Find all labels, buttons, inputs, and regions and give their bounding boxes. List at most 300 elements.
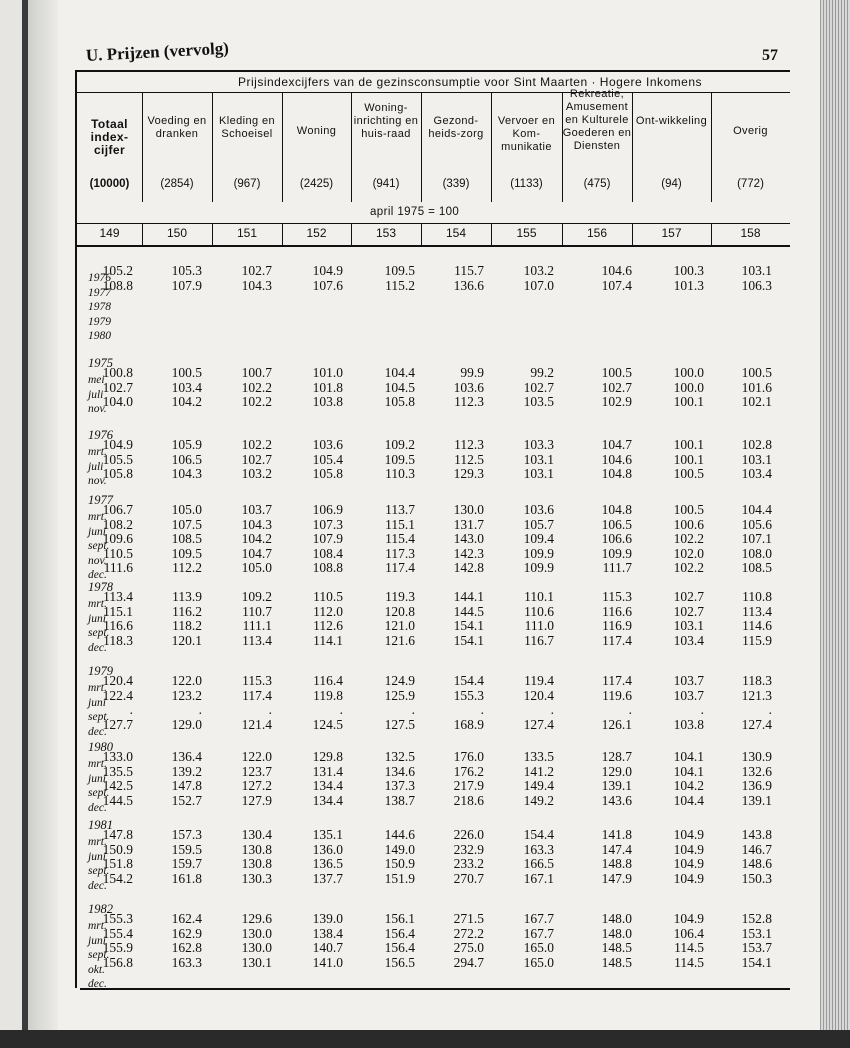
period-group	[80, 902, 790, 989]
index-value: 105.9	[171, 437, 202, 452]
index-value: 117.4	[385, 560, 415, 575]
index-value: 115.1	[385, 516, 415, 532]
index-value: 130.4	[241, 827, 272, 842]
index-value: 112.3	[454, 437, 484, 452]
index-value: 115.7	[454, 263, 484, 278]
index-value: 149.0	[384, 841, 415, 857]
index-value: 294.7	[453, 954, 484, 970]
row-label: mrt.	[88, 836, 107, 848]
index-value: 102.7	[601, 379, 632, 395]
index-value: 113.9	[172, 589, 202, 604]
index-value: 104.1	[673, 749, 704, 764]
index-value: 108.8	[102, 277, 133, 293]
index-value: 135.5	[102, 763, 133, 779]
index-value: 104.2	[241, 531, 272, 546]
index-value: 147.8	[171, 778, 202, 793]
index-value: 115.1	[103, 603, 133, 619]
index-value: 113.7	[385, 502, 415, 517]
index-value: 176.2	[453, 763, 484, 779]
index-value: 272.2	[453, 925, 484, 941]
index-value: 127.4	[741, 716, 772, 732]
index-value: .	[480, 702, 484, 717]
index-value: 130.0	[241, 940, 272, 955]
index-value: 152.7	[171, 792, 202, 808]
row-label: juni	[88, 696, 106, 709]
index-value: 100.5	[741, 365, 772, 380]
index-value: 148.0	[601, 925, 632, 941]
index-value: 104.8	[601, 502, 632, 517]
index-value: 112.2	[172, 560, 202, 575]
index-value: 104.6	[601, 263, 632, 278]
index-value: 103.1	[523, 451, 554, 467]
index-value: 142.5	[102, 778, 133, 793]
index-value: .	[628, 702, 632, 717]
index-value: 104.2	[673, 778, 704, 793]
row-label: 1978	[88, 301, 111, 313]
index-value: 117.4	[242, 687, 272, 703]
index-value: 102.7	[673, 589, 704, 604]
index-value: 154.1	[741, 954, 772, 970]
scan-border	[0, 1030, 850, 1048]
row-label: okt.	[88, 963, 105, 976]
index-value: 122.0	[171, 673, 202, 688]
index-value: 150.9	[102, 841, 133, 857]
row-label: nov.	[88, 403, 107, 415]
index-value: 102.8	[741, 437, 772, 452]
index-value: 138.4	[312, 925, 343, 941]
table-row	[80, 326, 790, 341]
index-value: 176.0	[453, 749, 484, 764]
index-value: .	[411, 702, 415, 717]
index-value: 109.5	[384, 451, 415, 467]
index-value: 138.7	[384, 792, 415, 808]
row-label: juni	[88, 850, 106, 863]
index-value: 143.0	[453, 531, 484, 546]
index-value: 167.1	[523, 870, 554, 886]
index-value: 104.1	[673, 763, 704, 779]
table-title: Prijsindexcijfers van de gezinsconsumptie voor Sint Maarten · Hogere Inkomens	[237, 75, 703, 89]
index-value: 133.0	[102, 749, 133, 764]
page-number: 57	[762, 47, 778, 64]
index-value: 129.8	[312, 749, 343, 764]
index-value: 105.8	[384, 394, 415, 409]
index-value: 115.2	[385, 277, 415, 293]
index-value: 168.9	[453, 716, 484, 732]
index-value: 114.6	[742, 618, 772, 633]
row-label: juni	[88, 525, 106, 538]
index-value: 115.3	[602, 589, 632, 604]
index-value: 123.7	[241, 763, 272, 779]
row-label: 1979	[88, 315, 111, 328]
index-value: 116.6	[602, 603, 632, 619]
index-value: 217.9	[453, 778, 484, 793]
index-value: 155.3	[102, 911, 133, 926]
index-value: .	[129, 702, 133, 717]
index-value: 120.4	[102, 673, 133, 688]
index-value: 104.3	[241, 277, 272, 293]
column-weight: (967)	[233, 178, 261, 190]
section-title: U. Prijzen (vervolg)	[85, 38, 230, 65]
index-value: .	[198, 702, 202, 717]
column-header: Totaal index-cijfer	[90, 117, 129, 157]
index-value: 106.5	[171, 451, 202, 467]
index-value: 159.5	[171, 841, 202, 857]
index-value: 112.3	[454, 394, 484, 409]
index-value: 129.3	[453, 466, 484, 481]
index-value: 127.2	[241, 778, 272, 793]
index-value: 105.2	[102, 263, 133, 278]
index-value: 103.3	[523, 437, 554, 452]
index-value: 116.9	[602, 618, 632, 633]
column-weight: (2425)	[299, 178, 334, 190]
index-value: 121.4	[241, 716, 272, 732]
index-value: 101.0	[312, 365, 343, 380]
index-value: 100.5	[673, 502, 704, 517]
index-value: 102.7	[523, 379, 554, 395]
index-value: 104.4	[673, 792, 704, 808]
index-value: 104.3	[171, 466, 202, 481]
index-value: 139.0	[312, 911, 343, 926]
index-value: 100.5	[601, 365, 632, 380]
index-value: 124.5	[312, 716, 343, 732]
row-label: mrt.	[88, 446, 107, 458]
index-value: 105.8	[312, 466, 343, 481]
index-value: 103.7	[673, 687, 704, 703]
index-value: 111.1	[242, 618, 272, 633]
index-value: 108.8	[312, 560, 343, 575]
base-period-label: april 1975 = 100	[370, 206, 460, 218]
column-weight: (772)	[737, 178, 764, 190]
index-value: 147.4	[601, 841, 632, 857]
index-value: 114.5	[674, 940, 704, 955]
index-value: 130.0	[453, 502, 484, 517]
index-value: 136.9	[741, 778, 772, 793]
index-value: 146.7	[741, 841, 772, 857]
index-value: 127.7	[102, 716, 133, 732]
index-value: 126.1	[601, 716, 632, 732]
index-value: 167.7	[523, 925, 554, 941]
index-value: 102.2	[673, 560, 704, 575]
index-value: 105.8	[102, 466, 133, 481]
row-label: mrt.	[88, 682, 107, 694]
index-value: 104.4	[384, 365, 415, 380]
index-value: 232.9	[453, 841, 484, 857]
index-value: 130.8	[241, 856, 272, 871]
index-value: 109.2	[384, 437, 415, 452]
previous-page-edge	[0, 0, 28, 1048]
index-value: 144.5	[102, 792, 133, 808]
column-number: 157	[661, 226, 682, 240]
book-page-edges	[820, 0, 850, 1048]
index-value: 147.9	[601, 870, 632, 886]
year-label: 1979	[88, 664, 113, 678]
row-label: 1980	[88, 330, 111, 342]
index-value: 149.2	[523, 792, 554, 808]
index-value: 137.3	[384, 778, 415, 793]
period-group	[80, 580, 790, 652]
index-value: 218.6	[453, 792, 484, 808]
index-value: 113.4	[242, 632, 272, 648]
index-value: 102.7	[673, 603, 704, 619]
column-number: 155	[516, 226, 537, 240]
index-value: 109.5	[384, 263, 415, 278]
index-value: .	[550, 702, 554, 717]
column-number: 149	[99, 226, 120, 240]
index-value: 162.8	[171, 940, 202, 955]
index-value: 99.2	[530, 365, 554, 380]
column-number: 156	[586, 226, 608, 240]
index-value: 109.5	[171, 545, 202, 561]
index-value: 104.9	[102, 437, 133, 452]
row-label: sept.	[88, 711, 110, 723]
index-value: 112.6	[313, 618, 343, 633]
table-top-rule	[75, 70, 790, 72]
index-value: 118.3	[742, 673, 772, 688]
index-value: 129.0	[171, 716, 202, 732]
column-header: Woning-inrichting en huis-raad	[353, 102, 419, 140]
index-value: 121.3	[741, 687, 772, 703]
index-value: 165.0	[523, 940, 554, 955]
index-value: 123.2	[171, 687, 202, 703]
year-label: 1976	[88, 428, 113, 442]
index-value: 163.3	[171, 954, 202, 970]
column-number: 150	[166, 226, 188, 240]
index-value: 131.7	[453, 516, 484, 532]
index-value: 118.2	[172, 618, 202, 633]
index-value: 112.5	[454, 451, 484, 467]
row-label: mrt.	[88, 511, 107, 523]
index-value: 100.1	[673, 437, 704, 452]
index-value: 100.6	[673, 516, 704, 532]
index-value: 102.9	[601, 394, 632, 409]
row-label: dec.	[88, 978, 107, 990]
index-value: 107.9	[171, 277, 202, 293]
period-group	[80, 740, 790, 812]
index-value: 104.3	[241, 516, 272, 532]
table-row	[80, 312, 790, 327]
index-value: 136.5	[312, 856, 343, 871]
index-value: 157.3	[171, 827, 202, 842]
index-value: 104.2	[171, 394, 202, 409]
table-row	[80, 297, 790, 312]
index-value: 110.8	[742, 589, 772, 604]
column-header: Kleding en Schoeisel	[219, 115, 275, 140]
index-value: 107.5	[171, 516, 202, 532]
index-value: 103.6	[523, 502, 554, 517]
index-value: 100.3	[673, 263, 704, 278]
index-value: 147.8	[102, 827, 133, 842]
index-value: 114.5	[674, 954, 704, 970]
index-value: 101.8	[312, 379, 343, 395]
row-label: sept.	[88, 865, 110, 877]
index-value: 105.6	[741, 516, 772, 532]
index-value: 152.8	[741, 911, 772, 926]
row-label: dec.	[88, 569, 107, 581]
index-value: 116.2	[172, 603, 202, 619]
index-value: 104.5	[384, 379, 415, 395]
index-value: 132.6	[741, 763, 772, 779]
index-value: 159.7	[171, 856, 202, 871]
index-value: 130.9	[741, 749, 772, 764]
index-value: 100.0	[673, 379, 704, 395]
row-label: juni	[88, 934, 106, 947]
row-label: nov.	[88, 554, 107, 567]
index-value: 102.2	[241, 394, 272, 409]
index-value: 119.3	[385, 589, 415, 604]
index-value: 141.8	[601, 827, 632, 842]
index-value: 104.6	[601, 451, 632, 467]
index-value: 104.9	[673, 870, 704, 886]
index-value: 129.0	[601, 763, 632, 779]
index-value: 117.3	[385, 545, 415, 561]
base-rule	[75, 223, 790, 224]
index-value: 154.4	[453, 673, 484, 688]
index-value: 154.4	[523, 827, 554, 842]
period-group	[80, 263, 790, 342]
index-value: 166.5	[523, 856, 554, 871]
index-value: 119.4	[524, 673, 554, 688]
index-value: 110.3	[385, 466, 415, 481]
index-value: 129.6	[241, 911, 272, 926]
row-label: juni	[88, 772, 106, 785]
index-value: 110.6	[524, 603, 554, 619]
index-value: 101.6	[741, 379, 772, 395]
row-label: sept.	[88, 540, 110, 552]
index-value: 122.4	[102, 687, 133, 703]
index-value: 104.9	[673, 911, 704, 926]
index-value: 139.1	[601, 778, 632, 793]
index-value: 121.0	[384, 618, 415, 633]
index-value: 103.8	[312, 394, 343, 409]
index-value: 103.1	[523, 466, 554, 481]
index-value: 233.2	[453, 856, 484, 871]
index-value: 103.1	[673, 618, 704, 633]
index-value: 108.0	[741, 545, 772, 561]
index-value: 103.1	[741, 451, 772, 467]
index-value: 109.9	[523, 545, 554, 561]
column-header: Voeding en dranken	[147, 115, 207, 140]
index-value: 108.5	[171, 531, 202, 546]
index-value: 148.5	[601, 954, 632, 970]
row-label: nov.	[88, 475, 107, 487]
index-value: 103.7	[673, 673, 704, 688]
index-value: 121.6	[384, 632, 415, 648]
row-label: juli	[88, 460, 104, 473]
index-value: 131.4	[312, 763, 343, 779]
index-value: 128.7	[601, 749, 632, 764]
index-value: 103.2	[523, 263, 554, 278]
index-value: 100.1	[673, 394, 704, 409]
index-value: 106.9	[312, 502, 343, 517]
index-value: 155.4	[102, 925, 133, 941]
table-row	[80, 974, 790, 989]
row-label: mrt.	[88, 598, 107, 610]
index-value: 104.7	[241, 545, 272, 561]
index-value: 103.8	[673, 716, 704, 732]
index-value: 141.2	[523, 763, 554, 779]
book-binding-shadow	[28, 0, 58, 1048]
index-value: 127.9	[241, 792, 272, 808]
index-value: 156.4	[384, 925, 415, 941]
index-value: 107.6	[312, 277, 343, 293]
index-value: 110.5	[103, 545, 133, 561]
index-value: 102.1	[741, 394, 772, 409]
column-number: 158	[740, 226, 761, 240]
year-label: 1975	[88, 356, 113, 370]
index-value: 156.1	[384, 911, 415, 926]
index-value: 104.9	[673, 827, 704, 842]
index-value: 99.9	[460, 365, 484, 380]
index-value: 103.7	[241, 502, 272, 517]
index-value: .	[768, 702, 772, 717]
index-value: 118.3	[103, 632, 133, 648]
index-value: 107.3	[312, 516, 343, 532]
column-weight: (10000)	[89, 178, 130, 190]
year-label: 1980	[88, 740, 113, 754]
index-value: 156.5	[384, 954, 415, 970]
column-header: Ont-wikkeling	[635, 115, 708, 127]
index-value: 115.3	[242, 673, 272, 688]
row-label: mrt.	[88, 758, 107, 770]
index-value: 144.1	[453, 589, 484, 604]
index-value: 130.0	[241, 925, 272, 941]
index-value: 107.0	[523, 277, 554, 293]
row-label: dec.	[88, 641, 107, 654]
index-value: 102.7	[241, 451, 272, 467]
index-value: 113.4	[103, 589, 133, 604]
year-label: 1981	[88, 818, 113, 832]
column-weight: (2854)	[160, 178, 194, 190]
index-value: 101.3	[673, 277, 704, 293]
index-value: 108.4	[312, 545, 343, 561]
index-value: 114.1	[313, 632, 343, 648]
index-value: .	[339, 702, 343, 717]
row-label: juni	[88, 612, 106, 625]
row-label: dec.	[88, 725, 107, 738]
index-value: 127.4	[523, 716, 554, 732]
index-value: 109.9	[523, 560, 554, 575]
index-value: 102.2	[673, 531, 704, 546]
index-value: 144.6	[384, 827, 415, 842]
index-value: 135.1	[312, 827, 343, 842]
index-value: 111.0	[524, 618, 554, 633]
index-value: 153.7	[741, 940, 772, 955]
index-value: 119.6	[602, 687, 632, 703]
index-value: 107.4	[601, 277, 632, 293]
index-value: 133.5	[523, 749, 554, 764]
index-value: 108.2	[102, 516, 133, 532]
index-value: 167.7	[523, 911, 554, 926]
index-value: 103.1	[741, 263, 772, 278]
year-label: 1982	[88, 902, 113, 916]
index-value: 104.4	[741, 502, 772, 517]
index-value: 102.2	[241, 437, 272, 452]
index-value: 139.2	[171, 763, 202, 779]
row-label: mrt.	[88, 920, 107, 932]
index-value: 106.6	[601, 531, 632, 546]
index-value: 130.1	[241, 954, 272, 970]
index-value: 130.8	[241, 841, 272, 857]
index-value: 132.5	[384, 749, 415, 764]
index-value: 104.0	[102, 394, 133, 409]
column-number: 151	[236, 226, 258, 240]
index-value: 110.5	[313, 589, 343, 604]
period-group	[80, 664, 790, 736]
index-value: 153.1	[741, 925, 772, 941]
index-value: 134.4	[312, 792, 343, 808]
index-value: 148.8	[601, 856, 632, 871]
index-value: 136.0	[312, 841, 343, 857]
